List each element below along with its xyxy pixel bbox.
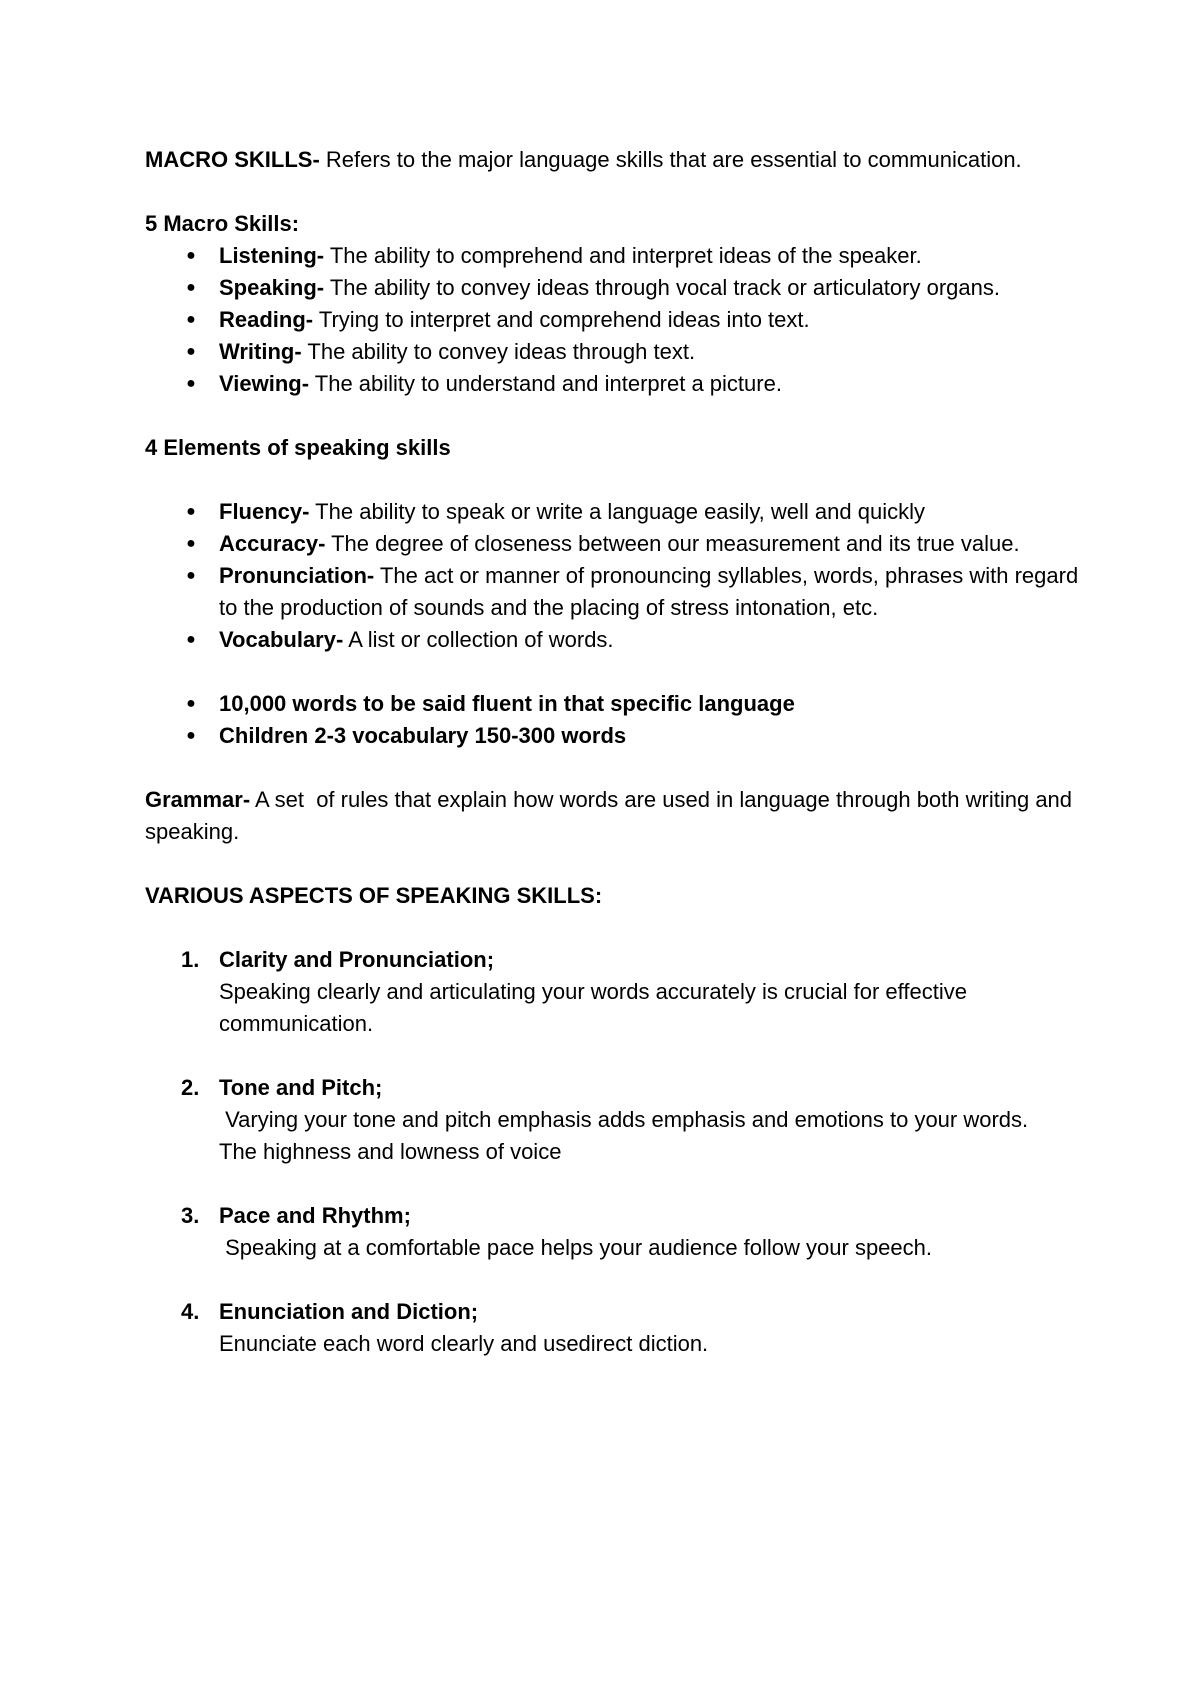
list-item: ● Pronunciation- The act or manner of pronouncing syllables, words, phrases with regard to the production of sounds and the placing of stress intonation, etc.: [219, 560, 1100, 624]
bullet-icon: ●: [186, 695, 196, 712]
list-item: ● Accuracy- The degree of closeness between our measurement and its true value.: [219, 528, 1100, 560]
macro-skills-definition: [145, 144, 1100, 176]
list-item: [181, 944, 1100, 1040]
aspect-text: The highness and lowness of voice: [219, 1139, 562, 1164]
item-number: 4.: [181, 1299, 200, 1324]
item-number: 1.: [181, 947, 200, 972]
list-item: ● Fluency- The ability to speak or write a language easily, well and quickly: [219, 496, 1100, 528]
five-macro-skills-heading: 5 Macro Skills:: [145, 211, 300, 236]
bullet-icon: ●: [186, 311, 196, 328]
vocabulary-notes-list: [145, 688, 1100, 752]
aspects-list: [145, 1296, 1100, 1360]
aspect-text: Speaking clearly and articulating your words accurately is crucial for effective communication.: [219, 979, 967, 1036]
aspect-title: Enunciation and Diction;: [219, 1299, 479, 1324]
elements-heading: 4 Elements of speaking skills: [145, 435, 451, 460]
aspect-text: Varying your tone and pitch emphasis adds emphasis and emotions to your words.: [219, 1107, 1029, 1132]
grammar-text: A set of rules that explain how words are used in language through both writing and speaking.: [145, 787, 1079, 844]
macro-skills-term: MACRO SKILLS-: [145, 147, 320, 172]
aspects-list: [145, 1072, 1100, 1168]
list-item: ● Writing- The ability to convey ideas through text.: [219, 336, 1100, 368]
bullet-icon: ●: [186, 247, 196, 264]
bullet-icon: ●: [186, 279, 196, 296]
list-item: [181, 1200, 1100, 1264]
list-item: ● Children 2-3 vocabulary 150-300 words: [219, 720, 1100, 752]
aspect-title: Pace and Rhythm;: [219, 1203, 411, 1228]
list-item: [181, 1296, 1100, 1360]
list-item: [181, 1072, 1100, 1168]
bullet-icon: ●: [186, 567, 196, 584]
bullet-icon: ●: [186, 727, 196, 744]
elements-list: [145, 496, 1100, 656]
bullet-icon: ●: [186, 343, 196, 360]
bullet-icon: ●: [186, 535, 196, 552]
item-number: 2.: [181, 1075, 200, 1100]
aspect-text: Enunciate each word clearly and usedirect diction.: [219, 1331, 709, 1356]
grammar-definition: [145, 784, 1100, 848]
aspect-title: Tone and Pitch;: [219, 1075, 383, 1100]
macro-skills-text: Refers to the major language skills that are essential to communication.: [319, 147, 1022, 172]
list-item: ● Speaking- The ability to convey ideas through vocal track or articulatory organs.: [219, 272, 1100, 304]
bullet-icon: ●: [186, 503, 196, 520]
aspects-list: [145, 1200, 1100, 1264]
list-item: ● Vocabulary- A list or collection of words.: [219, 624, 1100, 656]
grammar-term: Grammar-: [145, 787, 251, 812]
list-item: ● 10,000 words to be said fluent in that specific language: [219, 688, 1100, 720]
macro-skills-list: [145, 240, 1100, 400]
list-item: ● Reading- Trying to interpret and comprehend ideas into text.: [219, 304, 1100, 336]
item-number: 3.: [181, 1203, 200, 1228]
aspects-list: [145, 944, 1100, 1040]
aspect-text: Speaking at a comfortable pace helps your audience follow your speech.: [219, 1235, 933, 1260]
bullet-icon: ●: [186, 631, 196, 648]
list-item: ● Viewing- The ability to understand and interpret a picture.: [219, 368, 1100, 400]
list-item: ● Listening- The ability to comprehend and interpret ideas of the speaker.: [219, 240, 1100, 272]
aspect-title: Clarity and Pronunciation;: [219, 947, 495, 972]
bullet-icon: ●: [186, 375, 196, 392]
aspects-heading: VARIOUS ASPECTS OF SPEAKING SKILLS:: [145, 883, 603, 908]
